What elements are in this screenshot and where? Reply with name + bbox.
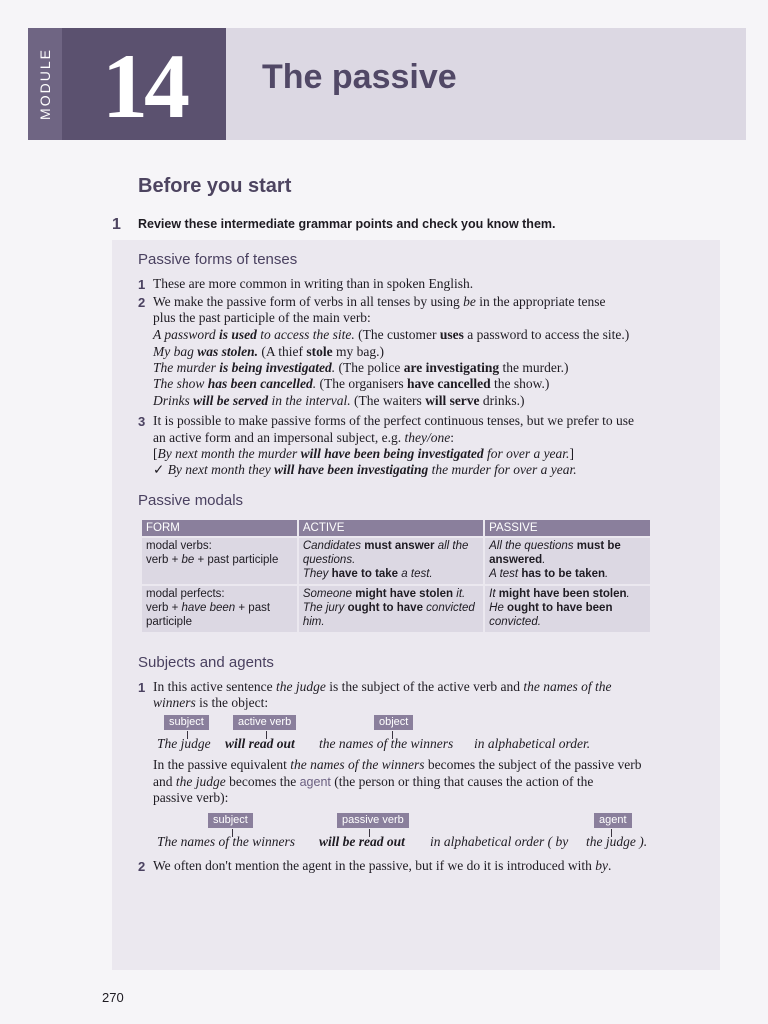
active-cell: Candidates must answer all the questions. They have to take a test. [299, 538, 483, 584]
passive-forms-heading: Passive forms of tenses [138, 251, 298, 268]
point-text: In this active sentence the judge is the subject of the active verb and the names of the [153, 679, 612, 694]
passive-modals-table [140, 518, 652, 634]
point-text: In the passive equivalent the names of the winners becomes the subject of the passive verb [153, 757, 642, 772]
column-header: PASSIVE [485, 520, 650, 536]
point-text: We make the passive form of verbs in all tenses by using be in the appropriate tense [153, 294, 606, 309]
example-sentence-rest: in alphabetical order ( by [430, 834, 569, 849]
table-row [142, 538, 650, 584]
active-verb-tag: active verb [233, 715, 296, 730]
point-number: 2 [138, 859, 146, 874]
point-number: 1 [138, 277, 146, 292]
subject-tag: subject [164, 715, 209, 730]
section-title: Before you start [138, 175, 292, 197]
example-line: [By next month the murder will have been being investigated for over a year.] [153, 446, 574, 461]
example-line: The show has been cancelled. (The organisers have cancelled the show.) [153, 376, 550, 391]
example-sentence-rest: in alphabetical order. [474, 736, 591, 751]
example-sentence-verb: will read out [225, 736, 295, 751]
exercise-number: 1 [112, 216, 121, 233]
point-number: 2 [138, 295, 146, 310]
page-number: 270 [102, 990, 124, 1005]
passive-cell: It might have been stolen. He ought to have been convicted. [485, 586, 650, 632]
passive-verb-tag: passive verb [337, 813, 409, 828]
point-number: 3 [138, 414, 146, 429]
table-header-row [142, 520, 650, 536]
example-sentence-subject: The names of the winners [157, 834, 295, 849]
object-tag: object [374, 715, 413, 730]
example-line: ✓ By next month they will have been investigating the murder for over a year. [153, 462, 577, 477]
point-text: plus the past participle of the main verb: [153, 310, 371, 325]
table-row [142, 586, 650, 632]
passive-modals-heading: Passive modals [138, 492, 244, 509]
point-text: winners is the object: [153, 695, 269, 710]
example-sentence-object: the names of the winners [319, 736, 454, 751]
exercise-instruction: Review these intermediate grammar points and check you know them. [138, 217, 556, 231]
column-header: FORM [142, 520, 297, 536]
point-text: passive verb): [153, 790, 229, 805]
active-cell: Someone might have stolen it. The jury ought to have convicted him. [299, 586, 483, 632]
subjects-agents-heading: Subjects and agents [138, 654, 274, 671]
form-cell: modal perfects: verb + have been + past participle [142, 586, 297, 632]
point-text: and the judge becomes the agent (the person or thing that causes the action of the [153, 774, 594, 789]
example-line: The murder is being investigated. (The police are investigating the murder.) [153, 360, 569, 375]
page-title: The passive [262, 58, 457, 96]
point-text: an active form and an impersonal subject, e.g. they/one: [153, 430, 455, 445]
agent-tag: agent [594, 813, 632, 828]
form-cell: modal verbs: verb + be + past participle [142, 538, 297, 584]
check-icon: ✓ [153, 462, 165, 477]
example-line: Drinks will be served in the interval. (The waiters will serve drinks.) [153, 393, 525, 408]
example-line: A password is used to access the site. (The customer uses a password to access the site.) [153, 327, 630, 342]
passive-cell: All the questions must be answered. A test has to be taken. [485, 538, 650, 584]
module-number: 14 [102, 35, 186, 137]
example-sentence-verb: will be read out [319, 834, 405, 849]
point-text: It is possible to make passive forms of the perfect continuous tenses, but we prefer to use [153, 413, 635, 428]
example-sentence-subject: The judge [157, 736, 211, 751]
module-label: MODULE [37, 48, 53, 120]
point-number: 1 [138, 680, 146, 695]
example-line: My bag was stolen. (A thief stole my bag.) [153, 344, 385, 359]
column-header: ACTIVE [299, 520, 483, 536]
point-text: These are more common in writing than in spoken English. [153, 276, 474, 291]
example-sentence-agent: the judge ). [586, 834, 648, 849]
subject-tag: subject [208, 813, 253, 828]
point-text: We often don't mention the agent in the passive, but if we do it is introduced with by. [153, 858, 612, 873]
